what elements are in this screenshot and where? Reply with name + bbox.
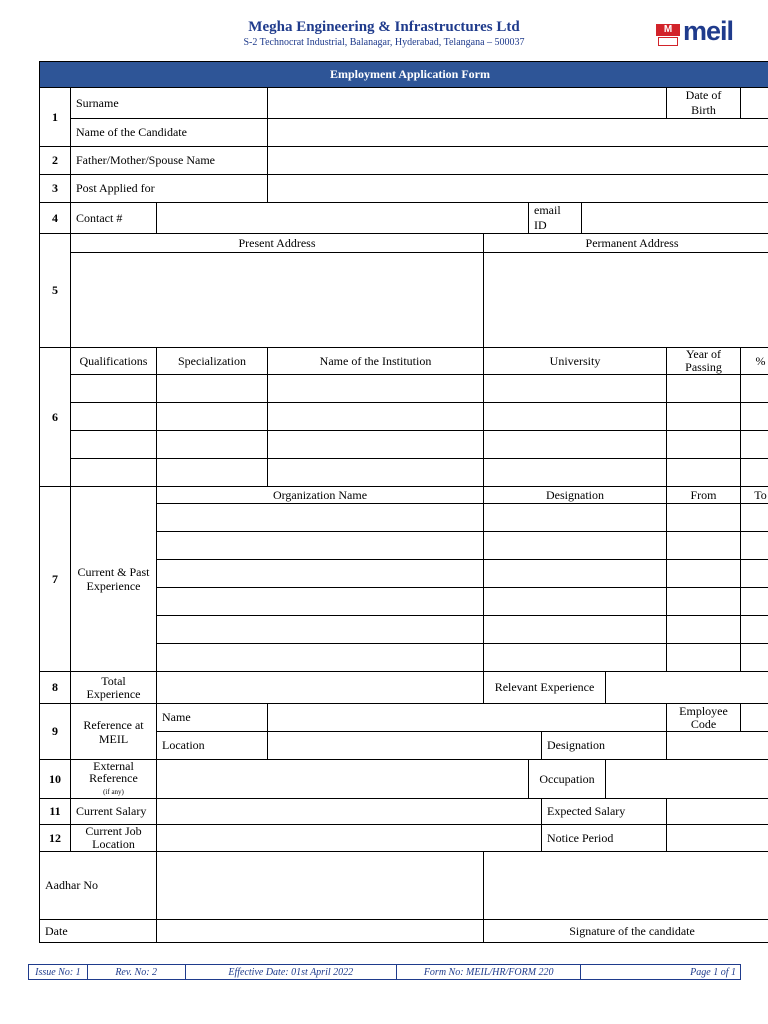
- percent-header: %: [741, 348, 768, 375]
- email-field[interactable]: [582, 203, 768, 234]
- to-cell[interactable]: [741, 616, 768, 644]
- company-name: Megha Engineering & Infrastructures Ltd: [248, 19, 520, 35]
- percent-cell[interactable]: [741, 375, 768, 403]
- effective-date: Effective Date: 01st April 2022: [186, 965, 397, 979]
- year-cell[interactable]: [667, 431, 741, 459]
- row-number: 5: [40, 234, 71, 348]
- organization-cell[interactable]: [157, 588, 484, 616]
- job-location-label: Current Job Location: [71, 825, 157, 852]
- current-salary-field[interactable]: [157, 799, 542, 825]
- year-cell[interactable]: [667, 375, 741, 403]
- row-number: 12: [40, 825, 71, 852]
- present-address-field[interactable]: [71, 253, 484, 348]
- year-cell[interactable]: [667, 403, 741, 431]
- specialization-cell[interactable]: [157, 403, 268, 431]
- qualification-cell[interactable]: [71, 431, 157, 459]
- form-number: Form No: MEIL/HR/FORM 220: [397, 965, 581, 979]
- row-number: 11: [40, 799, 71, 825]
- contact-label: Contact #: [71, 203, 157, 234]
- from-cell[interactable]: [667, 532, 741, 560]
- aadhar-label: Aadhar No: [40, 852, 157, 920]
- occupation-label: Occupation: [529, 760, 606, 799]
- dob-label: Date of Birth: [667, 88, 741, 119]
- specialization-cell[interactable]: [157, 431, 268, 459]
- designation-cell[interactable]: [484, 588, 667, 616]
- relevant-experience-label: Relevant Experience: [484, 672, 606, 704]
- university-cell[interactable]: [484, 375, 667, 403]
- parent-name-field[interactable]: [268, 147, 768, 175]
- organization-cell[interactable]: [157, 616, 484, 644]
- form-title: Employment Application Form: [40, 62, 768, 88]
- revision-number: Rev. No: 2: [88, 965, 186, 979]
- organization-cell[interactable]: [157, 504, 484, 532]
- to-cell[interactable]: [741, 532, 768, 560]
- row-number: 6: [40, 348, 71, 487]
- contact-field[interactable]: [157, 203, 529, 234]
- institution-cell[interactable]: [268, 459, 484, 487]
- total-experience-label: Total Experience: [71, 672, 157, 704]
- parent-name-label: Father/Mother/Spouse Name: [71, 147, 268, 175]
- reference-meil-label: Reference at MEIL: [71, 704, 157, 760]
- date-field[interactable]: [157, 920, 484, 943]
- row-number: 2: [40, 147, 71, 175]
- permanent-address-field[interactable]: [484, 253, 768, 348]
- present-address-label: Present Address: [71, 234, 484, 253]
- row-number: 8: [40, 672, 71, 704]
- from-cell[interactable]: [667, 588, 741, 616]
- external-reference-note: (if any): [103, 788, 124, 796]
- surname-field[interactable]: [268, 88, 667, 119]
- post-applied-field[interactable]: [268, 175, 768, 203]
- company-logo: [656, 16, 746, 50]
- designation-cell[interactable]: [484, 644, 667, 672]
- external-reference-label: [71, 760, 157, 799]
- organization-cell[interactable]: [157, 644, 484, 672]
- row-number: 1: [40, 88, 71, 147]
- to-cell[interactable]: [741, 588, 768, 616]
- post-applied-label: Post Applied for: [71, 175, 268, 203]
- notice-period-field[interactable]: [667, 825, 768, 852]
- row-number: 7: [40, 487, 71, 672]
- reference-designation-field[interactable]: [667, 732, 768, 760]
- specialization-cell[interactable]: [157, 375, 268, 403]
- university-cell[interactable]: [484, 403, 667, 431]
- job-location-field[interactable]: [157, 825, 542, 852]
- employee-code-label: Employee Code: [667, 704, 741, 732]
- external-reference-field[interactable]: [157, 760, 529, 799]
- percent-cell[interactable]: [741, 431, 768, 459]
- to-cell[interactable]: [741, 560, 768, 588]
- specialization-header: Specialization: [157, 348, 268, 375]
- university-cell[interactable]: [484, 459, 667, 487]
- issue-number: Issue No: 1: [29, 965, 88, 979]
- institution-header: Name of the Institution: [268, 348, 484, 375]
- logo-mark-icon: M: [656, 24, 680, 46]
- reference-location-field[interactable]: [268, 732, 542, 760]
- year-of-passing-header: Year of Passing: [667, 348, 741, 375]
- row-number: 3: [40, 175, 71, 203]
- row-number: 4: [40, 203, 71, 234]
- organization-cell[interactable]: [157, 560, 484, 588]
- application-form-table: [39, 61, 768, 943]
- designation-cell[interactable]: [484, 616, 667, 644]
- surname-label: Surname: [71, 88, 268, 119]
- qualifications-header: Qualifications: [71, 348, 157, 375]
- qualification-cell[interactable]: [71, 459, 157, 487]
- to-cell[interactable]: [741, 504, 768, 532]
- institution-cell[interactable]: [268, 375, 484, 403]
- document-footer: [28, 964, 741, 980]
- expected-salary-field[interactable]: [667, 799, 768, 825]
- dob-field[interactable]: [741, 88, 768, 119]
- reference-name-label: Name: [157, 704, 268, 732]
- aadhar-field[interactable]: [157, 852, 484, 920]
- designation-cell[interactable]: [484, 504, 667, 532]
- total-experience-field[interactable]: [157, 672, 484, 704]
- reference-name-field[interactable]: [268, 704, 667, 732]
- to-cell[interactable]: [741, 644, 768, 672]
- signature-label: Signature of the candidate: [484, 920, 768, 943]
- notice-period-label: Notice Period: [542, 825, 667, 852]
- percent-cell[interactable]: [741, 403, 768, 431]
- company-address: S-2 Technocrat Industrial, Balanagar, Hyderabad, Telangana – 500037: [243, 37, 525, 48]
- from-cell[interactable]: [667, 644, 741, 672]
- qualification-cell[interactable]: [71, 375, 157, 403]
- email-label: email ID: [529, 203, 582, 234]
- to-header: To: [741, 487, 768, 504]
- candidate-name-label: Name of the Candidate: [71, 119, 268, 147]
- occupation-field[interactable]: [606, 760, 768, 799]
- candidate-name-field[interactable]: [268, 119, 768, 147]
- reference-designation-label: Designation: [542, 732, 667, 760]
- expected-salary-label: Expected Salary: [542, 799, 667, 825]
- university-cell[interactable]: [484, 431, 667, 459]
- permanent-address-label: Permanent Address: [484, 234, 768, 253]
- signature-area[interactable]: [484, 852, 768, 920]
- designation-header: Designation: [484, 487, 667, 504]
- current-salary-label: Current Salary: [71, 799, 157, 825]
- from-cell[interactable]: [667, 616, 741, 644]
- from-header: From: [667, 487, 741, 504]
- organization-cell[interactable]: [157, 532, 484, 560]
- from-cell[interactable]: [667, 504, 741, 532]
- page-number: Page 1 of 1: [690, 966, 736, 978]
- specialization-cell[interactable]: [157, 459, 268, 487]
- employee-code-field[interactable]: [741, 704, 768, 732]
- year-cell[interactable]: [667, 459, 741, 487]
- relevant-experience-field[interactable]: [606, 672, 768, 704]
- from-cell[interactable]: [667, 560, 741, 588]
- experience-label: Current & Past Experience: [71, 487, 157, 672]
- percent-cell[interactable]: [741, 459, 768, 487]
- row-number: 9: [40, 704, 71, 760]
- external-reference-text: External Reference: [89, 759, 138, 785]
- qualification-cell[interactable]: [71, 403, 157, 431]
- designation-cell[interactable]: [484, 532, 667, 560]
- logo-text: meil: [683, 16, 734, 46]
- row-number: 10: [40, 760, 71, 799]
- organization-header: Organization Name: [157, 487, 484, 504]
- university-header: University: [484, 348, 667, 375]
- institution-cell[interactable]: [268, 431, 484, 459]
- designation-cell[interactable]: [484, 560, 667, 588]
- institution-cell[interactable]: [268, 403, 484, 431]
- reference-location-label: Location: [157, 732, 268, 760]
- date-label: Date: [40, 920, 157, 943]
